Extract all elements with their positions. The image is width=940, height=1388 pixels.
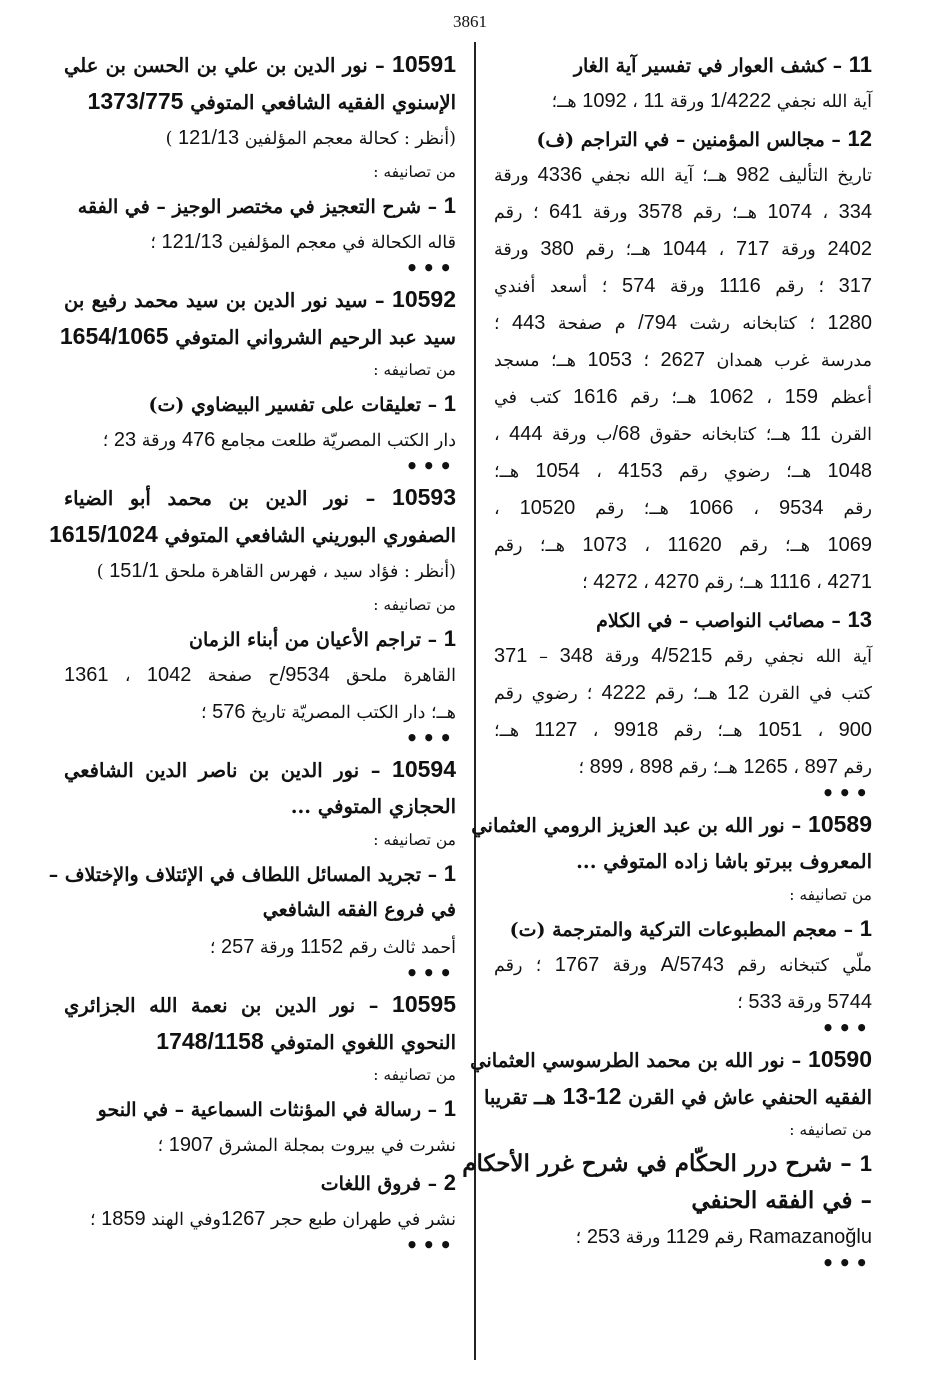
manuscript-line: آية الله نجفي 1/4222 ورقة 11 ، 1092 هــ؛ (551, 90, 872, 112)
author-entry: 10595 – نور الدين بن نعمة الله الجزائري (64, 991, 456, 1017)
manuscript-line: 334 ، 1074 هــ؛ رقم 3578 ورقة 641 ؛ رقم (494, 201, 873, 223)
manuscript-line: نشرت في بيروت بمجلة المشرق 1907 ؛ (157, 1134, 456, 1156)
manuscript-line: 5744 ورقة 533 ؛ (737, 991, 872, 1013)
section-label: من تصانيفه : (789, 886, 872, 904)
separator-dots: ••• (821, 1016, 872, 1040)
manuscript-line: ملّي كتبخانه رقم 5743/A ورقة 1767 ؛ رقم (494, 954, 872, 976)
author-entry: الصفوري البوريني الشافعي المتوفي 1615/1024 (49, 521, 456, 547)
page-number: 3861 (453, 12, 487, 31)
left-column (48, 46, 456, 1258)
manuscript-line: 900 ، 1051 هــ؛ رقم 9918 ، 1127 هــ؛ (494, 719, 873, 741)
author-entry: 10592 – سيد نور الدين بن سيد محمد رفيع بن (64, 286, 456, 312)
author-entry: 10594 – نور الدين بن ناصر الدين الشافعي (64, 756, 456, 782)
manuscript-line: 1048 هــ؛ رضوي رقم 4153 ، 1054 هــ؛ (494, 460, 873, 482)
author-entry: الفقيه الحنفي عاش في القرن 12-13 هــ تقريبا (483, 1083, 872, 1109)
manuscript-line: Ramazanoğlu رقم 1129 ورقة 253 ؛ (575, 1226, 872, 1248)
manuscript-line: مدرسة غرب همدان 2627 ؛ 1053 هــ؛ مسجد (494, 349, 872, 371)
author-entry: النحوي اللغوي المتوفي 1748/1158 (156, 1028, 456, 1054)
separator-dots: ••• (821, 781, 872, 805)
work-title: 1 – تعليقات على تفسير البيضاوي (ت) (148, 391, 456, 416)
manuscript-line: تاريخ التأليف 982 هــ؛ آية الله نجفي 4336 ورقة (494, 164, 873, 186)
author-entry: 10589 – نور الله بن عبد العزيز الرومي العثماني (471, 811, 872, 837)
manuscript-line: القرن 11 هــ؛ كتابخانه حقوق 68/ب ورقة 444 ، (494, 423, 872, 445)
work-title: 1 – رسالة في المؤنثات السماعية – في النحو (97, 1096, 456, 1121)
work-title: في فروع الفقه الشافعي (262, 899, 456, 921)
manuscript-line: كتب في القرن 12 هــ؛ رقم 4222 ؛ رضوي رقم (494, 682, 873, 704)
work-title: 2 – فروق اللغات (320, 1170, 456, 1195)
manuscript-line: (أنظر : كحالة معجم المؤلفين 121/13 ) (165, 127, 456, 149)
manuscript-line: 1280 ؛ كتابخانه رشت 794/ م صفحة 443 ؛ (494, 312, 872, 334)
work-title: 11 – كشف العوار في تفسير آية الغار (573, 52, 872, 77)
work-title: 1 – تجريد المسائل اللطاف في الإئتلاف والإختلاف – (48, 861, 456, 886)
right-column (462, 46, 873, 1276)
work-title: 13 – مصائب النواصب – في الكلام (596, 607, 872, 632)
manuscript-line: رقم 897 ، 1265 هــ؛ رقم 898 ، 899 ؛ (578, 756, 872, 778)
author-entry: سيد عبد الرحيم الشرواني المتوفي 1654/1065 (59, 323, 456, 349)
author-entry: المعروف ببرتو باشا زاده المتوفي ... (576, 850, 872, 873)
manuscript-line: هــ؛ دار الكتب المصريّة تاريخ 576 ؛ (200, 701, 456, 723)
separator-dots: ••• (405, 726, 456, 750)
work-title: 1 – شرح التعجيز في مختصر الوجيز – في الفقه (77, 193, 456, 218)
separator-dots: ••• (405, 961, 456, 985)
section-label: من تصانيفه : (373, 596, 456, 614)
author-entry: 10590 – نور الله بن محمد الطرسوسي العثماني (470, 1046, 872, 1072)
section-label: من تصانيفه : (373, 361, 456, 379)
separator-dots: ••• (405, 1233, 456, 1257)
manuscript-line: 317 ؛ رقم 1116 ورقة 574 ؛ أسعد أفندي (494, 275, 873, 297)
manuscript-line: أعظم 159 ، 1062 هــ؛ رقم 1616 كتب في (494, 386, 872, 408)
author-entry: 10591 – نور الدين بن علي بن الحسن بن علي (64, 51, 456, 77)
separator-dots: ••• (405, 256, 456, 280)
manuscript-line: أحمد ثالث رقم 1152 ورقة 257 ؛ (209, 936, 456, 958)
work-title: 1 – شرح درر الحكّام في شرح غرر الأحكام (462, 1150, 872, 1177)
section-label: من تصانيفه : (373, 163, 456, 181)
separator-dots: ••• (405, 454, 456, 478)
manuscript-line: قاله الكحالة في معجم المؤلفين 121/13 ؛ (150, 231, 456, 253)
manuscript-line: 1069 هــ؛ رقم 11620 ، 1073 هــ؛ رقم (494, 534, 872, 556)
manuscript-line: آية الله نجفي رقم 4/5215 ورقة 348 – 371 (494, 645, 872, 667)
author-entry: الإسنوي الفقيه الشافعي المتوفي 1373/775 (87, 88, 456, 114)
manuscript-line: القاهرة ملحق 9534/ح صفحة 1042 ، 1361 (64, 664, 456, 686)
section-label: من تصانيفه : (373, 831, 456, 849)
author-entry: 10593 – نور الدين بن محمد أبو الضياء (64, 484, 456, 510)
work-title: 12 – مجالس المؤمنين – في التراجم (ف) (536, 126, 872, 151)
section-label: من تصانيفه : (789, 1121, 872, 1139)
manuscript-line: 4271 ، 1116 هــ؛ رقم 4270 ، 4272 ؛ (582, 571, 872, 593)
work-title: – في الفقه الحنفي (691, 1187, 872, 1214)
work-title: 1 – تراجم الأعيان من أبناء الزمان (189, 626, 456, 651)
manuscript-line: 2402 ورقة 717 ، 1044 هــ؛ رقم 380 ورقة (494, 238, 872, 260)
author-entry: الحجازي المتوفي ... (290, 795, 456, 818)
manuscript-line: رقم 9534 ، 1066 هــ؛ رقم 10520 ، (494, 497, 872, 519)
manuscript-line: دار الكتب المصريّة طلعت مجامع 476 ورقة 23 ؛ (102, 429, 456, 451)
manuscript-line: نشر في طهران طبع حجر 1267وفي الهند 1859 ؛ (90, 1208, 456, 1230)
separator-dots: ••• (821, 1251, 872, 1275)
work-title: 1 – معجم المطبوعات التركية والمترجمة (ت) (509, 916, 872, 941)
section-label: من تصانيفه : (373, 1066, 456, 1084)
manuscript-line: (أنظر : فؤاد سيد ، فهرس القاهرة ملحق 151/1 ) (96, 560, 456, 582)
